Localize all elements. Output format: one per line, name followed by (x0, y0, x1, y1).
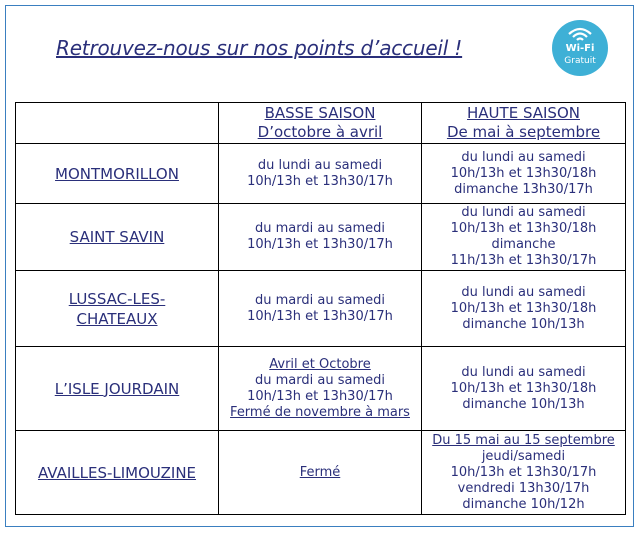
hours-line: du lundi au samedi (257, 157, 383, 173)
town-cell (16, 347, 219, 431)
hours-line: du mardi au samedi (255, 292, 385, 308)
hours-line: 10h/13h et 13h30/17h (247, 308, 393, 324)
hours-line: dimanche 10h/13h (462, 396, 585, 412)
hours-line: du mardi au samedi (255, 372, 385, 388)
hours-line: Avril et Octobre (269, 356, 371, 372)
basse-saison-period: D’octobre à avril (257, 123, 383, 141)
basse-hours-cell (219, 271, 422, 347)
hours-line: Du 15 mai au 15 septembre (432, 432, 615, 448)
hours-line: dimanche (491, 237, 556, 252)
table-row (16, 431, 626, 515)
table-row (16, 204, 626, 271)
header-row (16, 103, 626, 144)
hours-line: dimanche 10h/13h (462, 316, 585, 332)
basse-hours-cell (219, 204, 422, 271)
table-row (16, 347, 626, 431)
hours-line: 10h/13h et 13h30/17h (247, 388, 393, 404)
basse-hours-cell (219, 347, 422, 431)
haute-hours-cell (422, 204, 626, 271)
header-empty-cell (16, 103, 219, 144)
hours-line: 10h/13h et 13h30/17h (247, 173, 393, 189)
town-cell (16, 144, 219, 204)
hours-line: 10h/13h et 13h30/17h (247, 237, 393, 252)
hours-line: jeudi/samedi (481, 448, 566, 464)
hours-line: 11h/13h et 13h30/17h (450, 253, 597, 268)
table-row (16, 271, 626, 347)
hours-line: du mardi au samedi (255, 221, 385, 236)
hours-line: dimanche 10h/12h (462, 496, 585, 512)
hours-line: vendredi 13h30/17h (457, 480, 590, 496)
wifi-badge (552, 20, 608, 76)
hours-line: du lundi au samedi (461, 205, 586, 220)
hours-line: 10h/13h et 13h30/17h (450, 464, 597, 480)
town-cell (16, 204, 219, 271)
hours-line: Fermé (299, 464, 341, 480)
haute-hours-cell (422, 271, 626, 347)
haute-saison-title: HAUTE SAISON (467, 104, 580, 122)
wifi-icon (566, 26, 594, 44)
hours-line: Fermé de novembre à mars (230, 404, 410, 420)
hours-line: du lundi au samedi (461, 364, 586, 380)
hours-line: du lundi au samedi (461, 149, 586, 165)
schedule-table (15, 102, 626, 515)
haute-hours-cell (422, 347, 626, 431)
town-name[interactable]: SAINT SAVIN (69, 228, 165, 246)
town-cell (16, 431, 219, 515)
town-name[interactable]: L’ISLE JOURDAIN (54, 379, 180, 398)
basse-hours-cell (219, 431, 422, 515)
wifi-sublabel: Gratuit (564, 56, 596, 66)
town-cell (16, 271, 219, 347)
hours-line: 10h/13h et 13h30/18h (450, 380, 597, 396)
hours-line: 10h/13h et 13h30/18h (450, 300, 597, 316)
hours-line: du lundi au samedi (461, 284, 586, 300)
hours-line: 10h/13h et 13h30/18h (450, 221, 597, 236)
wifi-label: Wi-Fi (565, 43, 595, 54)
town-name[interactable]: LUSSAC-LES-CHATEAUX (68, 289, 166, 328)
page-title: Retrouvez-nous sur nos points d’accueil ! (56, 36, 463, 60)
header-basse-saison (219, 103, 422, 144)
town-name[interactable]: MONTMORILLON (55, 164, 179, 183)
hours-line: dimanche 13h30/17h (454, 181, 593, 197)
basse-saison-title: BASSE SAISON (264, 104, 376, 122)
basse-hours-cell (219, 144, 422, 204)
haute-saison-period: De mai à septembre (446, 123, 601, 141)
header-haute-saison (422, 103, 626, 144)
town-name[interactable]: AVAILLES-LIMOUZINE (37, 463, 197, 482)
haute-hours-cell (422, 431, 626, 515)
hours-line: 10h/13h et 13h30/18h (450, 165, 597, 181)
haute-hours-cell (422, 144, 626, 204)
table-row (16, 144, 626, 204)
